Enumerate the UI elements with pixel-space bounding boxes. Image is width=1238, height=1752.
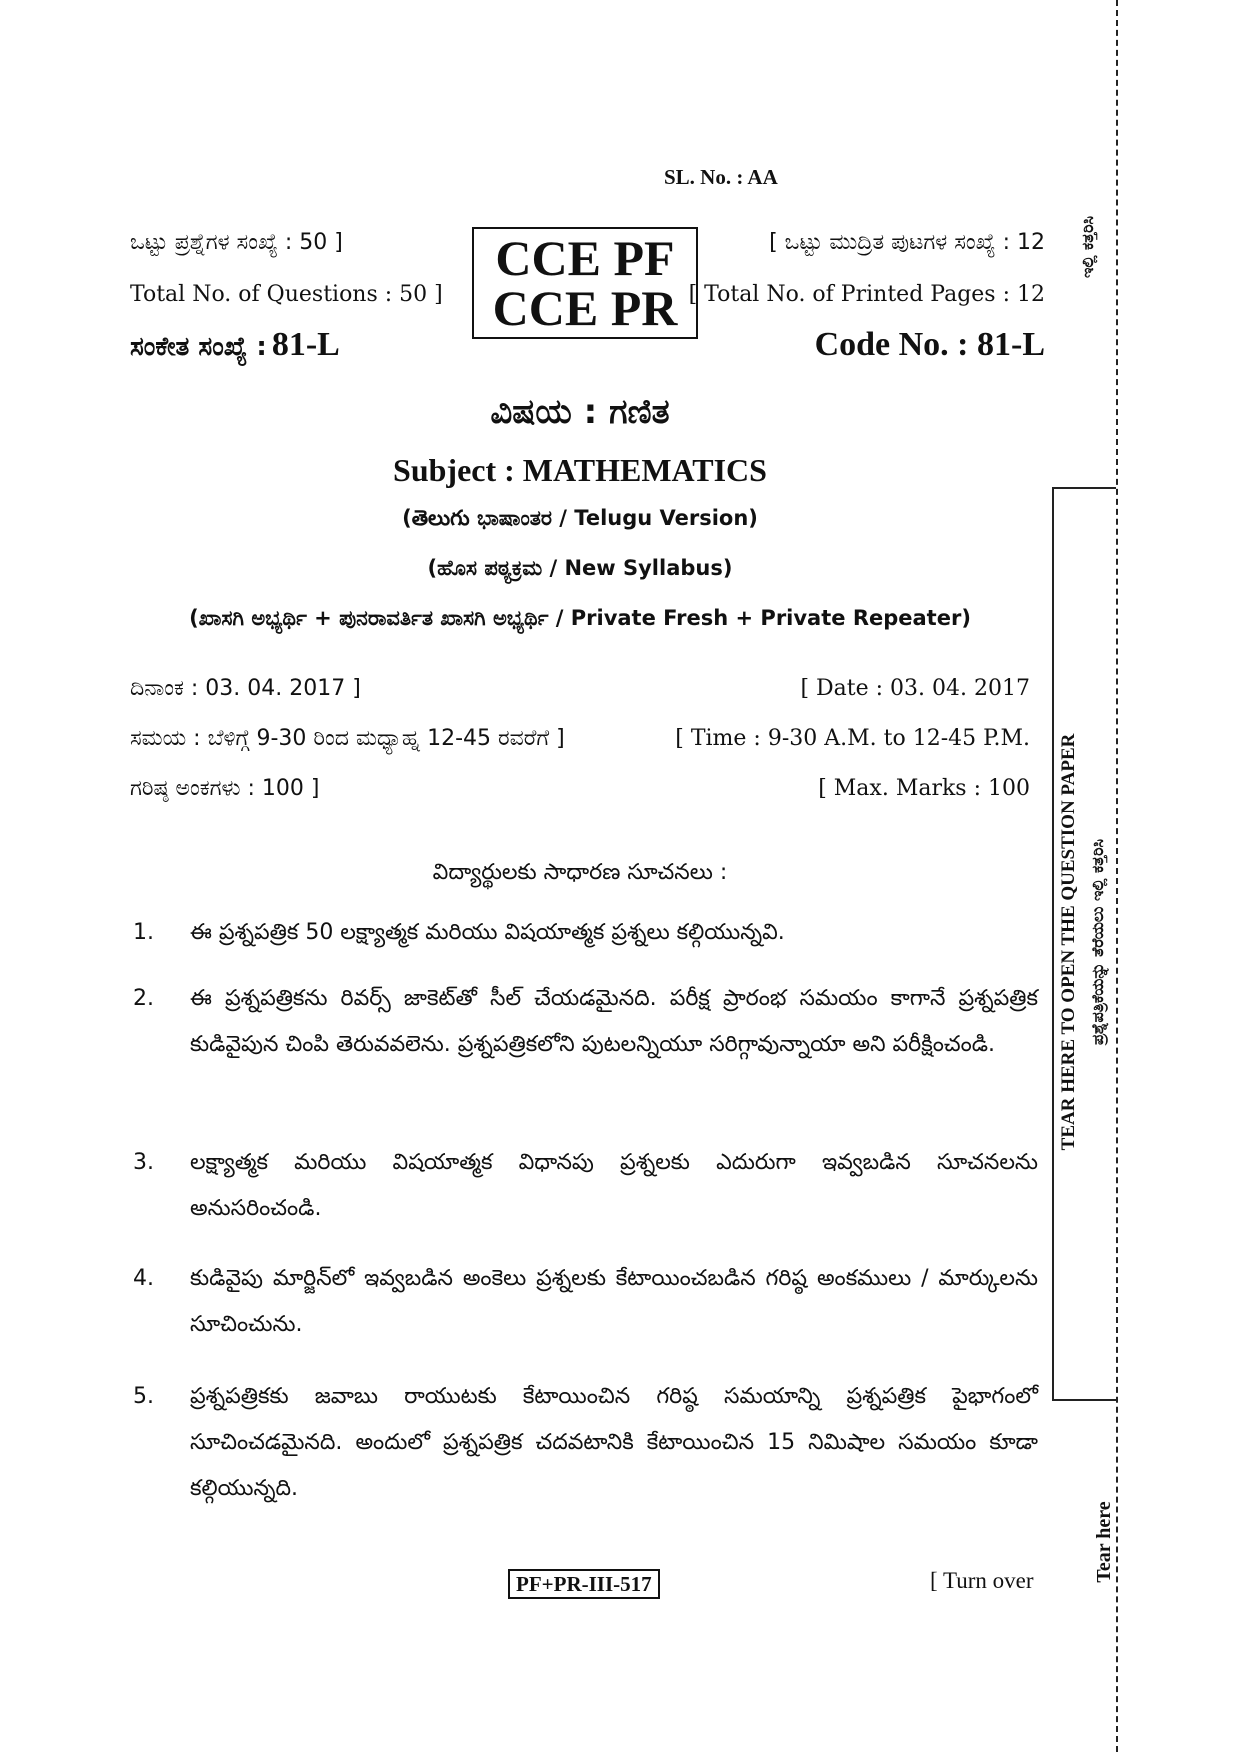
paper-code-box: PF+PR-III-517	[508, 1569, 660, 1599]
instruction-text: ఈ ప్రశ్నపత్రిక 50 లక్ష్యాత్మక మరియు విషయాత్మక ప్రశ్నలు కల్గియున్నవి.	[190, 920, 785, 945]
time-english: [ Time : 9-30 A.M. to 12-45 P.M.	[675, 726, 1030, 751]
code-number-kannada-row	[130, 326, 340, 364]
instruction-number: 2.	[133, 986, 154, 1011]
total-pages-kannada: [ ಒಟ್ಟು ಮುದ್ರಿತ ಪುಟಗಳ ಸಂಖ್ಯೆ : 12	[769, 230, 1045, 255]
date-english: [ Date : 03. 04. 2017	[800, 676, 1030, 701]
serial-number: SL. No. : AA	[664, 165, 778, 189]
cce-line-1: CCE PF	[495, 230, 675, 286]
subject-english: Subject : MATHEMATICS	[393, 452, 767, 488]
cce-line-2: CCE PR	[492, 280, 678, 336]
instruction-item	[133, 910, 1038, 956]
turn-over-label: [ Turn over	[930, 1568, 1034, 1593]
marks-english: [ Max. Marks : 100	[818, 776, 1030, 801]
code-value-kannada: 81-L	[271, 326, 340, 363]
cce-box	[472, 227, 698, 339]
instruction-number: 1.	[133, 920, 154, 945]
total-questions-english: Total No. of Questions : 50 ]	[130, 282, 443, 307]
marks-kannada: ಗರಿಷ್ಠ ಅಂಕಗಳು : 100 ]	[130, 776, 320, 801]
instruction-text: లక్ష్యాత్మక మరియు విషయాత్మక విధానపు ప్రశ్నలకు ఎదురుగా ఇవ్వబడిన సూచనలను అనుసరించండి.	[190, 1150, 1038, 1221]
instruction-text: ప్రశ్నపత్రికకు జవాబు రాయుటకు కేటాయించిన గరిష్ఠ సమయాన్ని ప్రశ్నపత్రిక పైభాగంలో సూచించడమైనది. అందులో ప్రశ్నపత్రిక చదవటానికి కేటాయించిన 15 నిమిషాల సమయం కూడా కల్గియున్నది.	[190, 1384, 1038, 1501]
tear-here-label: Tear here	[1093, 1501, 1115, 1583]
code-label-kannada: ಸಂಕೇತ ಸಂಖ್ಯೆ :	[130, 332, 267, 362]
time-kannada: ಸಮಯ : ಬೆಳಿಗ್ಗೆ 9-30 ರಿಂದ ಮಧ್ಯಾಹ್ನ 12-45 ರವರೆಗೆ ]	[130, 726, 565, 751]
instruction-item	[133, 1140, 1038, 1232]
date-kannada: ದಿನಾಂಕ : 03. 04. 2017 ]	[130, 676, 361, 701]
syllabus-line: (ಹೊಸ ಪಠ್ಯಕ್ರಮ / New Syllabus)	[427, 556, 733, 580]
instruction-text: ఈ ప్రశ్నపత్రికను రివర్స్ జాకెట్‌తో సీల్ చేయడమైనది. పరీక్ష ప్రారంభ సమయం కాగానే ప్రశ్నపత్రిక కుడివైపున చింపి తెరువవలెను. ప్రశ్నపత్రికలోని పుటలన్నియూ సరిగ్గావున్నాయా అని పరీక్షించండి.	[190, 986, 1038, 1057]
instruction-text: కుడివైపు మార్జిన్‌లో ఇవ్వబడిన అంకెలు ప్రశ్నలకు కేటాయించబడిన గరిష్ఠ అంకములు / మార్కులను సూచించును.	[190, 1266, 1038, 1337]
total-questions-kannada: ಒಟ್ಟು ಪ್ರಶ್ನೆಗಳ ಸಂಖ್ಯೆ : 50 ]	[130, 230, 343, 255]
subject-kannada: ವಿಷಯ : ಗಣಿತ	[490, 392, 670, 432]
code-number-english: Code No. : 81-L	[814, 326, 1045, 363]
tear-to-open-label: TEAR HERE TO OPEN THE QUESTION PAPER	[1058, 733, 1079, 1151]
instruction-item	[133, 1374, 1038, 1512]
instruction-item	[133, 1256, 1038, 1348]
instruction-item	[133, 976, 1038, 1114]
instructions-heading: విద్యార్థులకు సాధారణ సూచనలు :	[432, 860, 728, 885]
total-pages-english: [ Total No. of Printed Pages : 12	[688, 282, 1045, 307]
version-line: (తెలుగు ಭಾಷಾಂತರ / Telugu Version)	[402, 506, 758, 530]
tear-to-open-label-kannada: ಪ್ರಶ್ನೆಪತ್ರಿಕೆಯನ್ನು ತೆರೆಯಲು ಇಲ್ಲಿ ಕತ್ತರಿಸಿ	[1088, 838, 1107, 1046]
instruction-number: 3.	[133, 1150, 154, 1175]
candidate-line: (ಖಾಸಗಿ ಅಭ್ಯರ್ಥಿ + ಪುನರಾವರ್ತಿತ ಖಾಸಗಿ ಅಭ್ಯರ್ಥಿ / Private Fresh + Private Repeater)	[189, 606, 971, 630]
tear-label-kannada-top: ಇಲ್ಲಿ ಕತ್ತರಿಸಿ	[1078, 215, 1097, 279]
instruction-number: 5.	[133, 1384, 154, 1409]
instruction-number: 4.	[133, 1266, 154, 1291]
